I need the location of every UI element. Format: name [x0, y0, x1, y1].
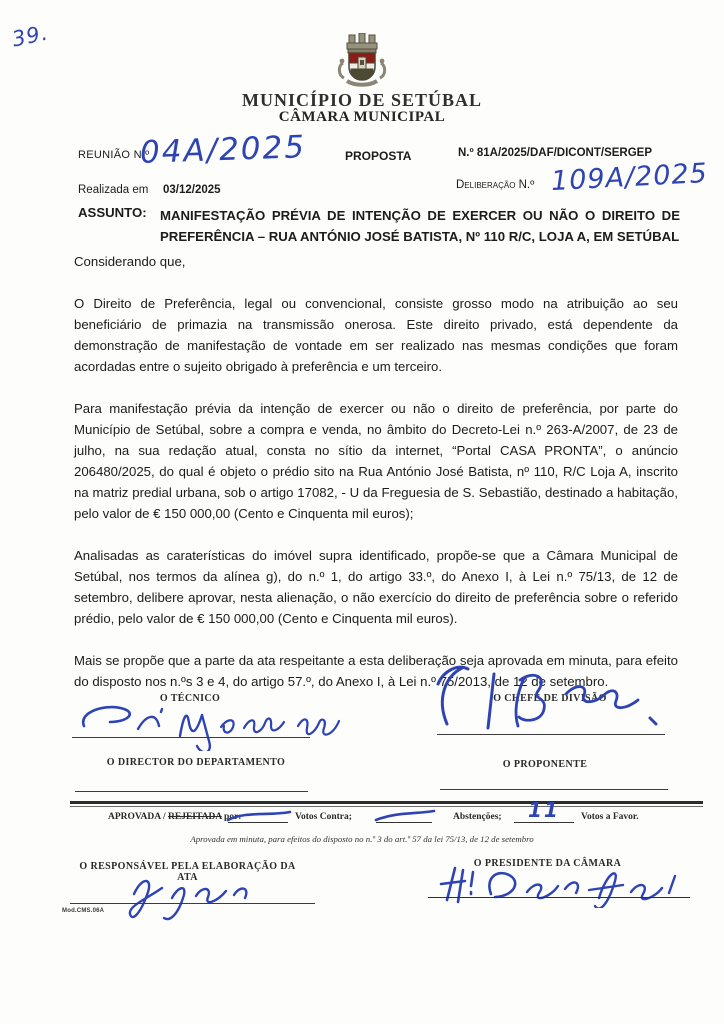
votos-favor-handwritten-value: 11: [528, 798, 560, 822]
votos-favor-blank-line: [514, 822, 574, 823]
body-paragraph: Considerando que,: [74, 254, 186, 269]
abstencoes-handwritten-dash: [372, 808, 438, 824]
tecnico-label: O TÉCNICO: [159, 693, 221, 704]
setubal-coat-of-arms-icon: [335, 33, 389, 98]
body-paragraph: Mais se propõe que a parte da ata respeitante a esta deliberação seja aprovada em minuta, para efeito do disposto nos n.ºs 3 e 4, do artigo 57.º, do Anexo I, à Lei n.º 75/2013, de 12 de setembro.: [74, 653, 678, 689]
votos-contra-label: Votos Contra;: [295, 812, 352, 822]
document-body: [74, 251, 678, 713]
minuta-note: Aprovada em minuta, para efeitos do disposto no n.º 3 do art.º 57 da lei 75/13, de 12 de setembro: [190, 834, 534, 844]
form-code: Mod.CMS.06A: [62, 908, 105, 914]
reuniao-number-label: REUNIÃO N.º: [78, 149, 150, 161]
director-departamento-label: O DIRECTOR DO DEPARTAMENTO: [106, 757, 286, 768]
votos-contra-handwritten-dash: [221, 808, 294, 824]
section-divider: [70, 801, 703, 804]
votos-favor-label: Votos a Favor.: [581, 812, 639, 822]
proponente-label: O PROPONENTE: [502, 759, 588, 770]
assunto-text: MANIFESTAÇÃO PRÉVIA DE INTENÇÃO DE EXERCER OU NÃO O DIREITO DE PREFERÊNCIA – RUA ANTÓNIO JOSÉ BATISTA, Nº 110 R/C, LOJA A, EM SETÚBAL: [160, 208, 680, 244]
abstencoes-label: Abstenções;: [453, 812, 502, 822]
meeting-date: 03/12/2025: [163, 184, 221, 196]
body-paragraph: O Direito de Preferência, legal ou convencional, consiste grosso modo na atribuição ao seu beneficiário de primazia na transmissão onerosa. Este direito privado, está dependente da demonstração de manifestação de vontade em ser realizado nas mesmas condições que foram acordadas entre o sujeito obrigado à preferência e um terceiro.: [74, 296, 678, 374]
reuniao-number-handwritten: 04A/2025: [139, 129, 307, 171]
municipality-subtitle: CÂMARA MUNICIPAL: [278, 109, 446, 125]
proponente-signature-line: [440, 789, 668, 790]
handwritten-page-number: 39.: [9, 20, 51, 52]
tecnico-signature-line: [72, 737, 310, 738]
tecnico-signature: [76, 696, 426, 751]
responsavel-ata-label: O RESPONSÁVEL PELA ELABORAÇÃO DA ATA: [79, 861, 296, 883]
chefe-divisao-label: O CHEFE DE DIVISÃO: [493, 693, 607, 704]
deliberacao-number-label: Deliberação N.º: [456, 179, 535, 191]
aprovada-rejeitada-label: [108, 812, 241, 822]
aprovada-text: APROVADA /: [108, 812, 166, 822]
municipality-name: MUNICÍPIO DE SETÚBAL: [241, 90, 483, 110]
presidente-camara-label: O PRESIDENTE DA CÂMARA: [473, 858, 622, 869]
body-paragraph: Para manifestação prévia da intenção de exercer ou não o direito de preferência, por parte do Município de Setúbal, sobre a compra e venda, no âmbito do Decreto-Lei n.º 263-A/2007, de 23 de julho, na sua redação atual, consta no sítio da internet, “Portal CASA PRONTA”, o anúncio 206480/2025, do qual é objeto o prédio sito na Rua António José Batista, nº 110, R/C Loja A, inscrito na matriz predial urbana, sob o artigo 17082, - U da Freguesia de S. Sebastião, destinado a habitação, pelo valor de € 150 000,00 (Cento e Cinquenta mil euros);: [74, 401, 678, 521]
rejeitada-text-struck: REJEITADA: [168, 812, 222, 822]
assunto-label: ASSUNTO:: [78, 205, 147, 220]
realizada-em-label: Realizada em: [78, 184, 149, 196]
director-signature-line: [75, 791, 308, 792]
body-paragraph: Analisadas as caraterísticas do imóvel supra identificado, propõe-se que a Câmara Municipal de Setúbal, nos termos da alínea g), do n.º 1, do artigo 33.º, do Anexo I, à Lei n.º 75/13, de 12 de setembro, delibere aprovar, nesta alienação, o não exercício do direito de preferência sobre o referido prédio, pelo valor de € 150 000,00 (Cento e Cinquenta mil euros).: [74, 548, 678, 626]
responsavel-signature-line: [70, 903, 315, 904]
chefe-divisao-signature-line: [437, 734, 665, 735]
chefe-divisao-signature: [432, 662, 667, 742]
proposta-label: PROPOSTA: [345, 149, 412, 163]
deliberacao-number-handwritten: 109A/2025: [550, 157, 709, 198]
por-text: por:: [221, 812, 242, 822]
responsavel-ata-signature: [120, 868, 260, 923]
presidente-signature-line: [428, 897, 690, 898]
presidente-camara-signature: [435, 862, 685, 908]
section-divider-thin: [70, 806, 703, 807]
proposta-number: N.º 81A/2025/DAF/DICONT/SERGEP: [458, 147, 653, 159]
